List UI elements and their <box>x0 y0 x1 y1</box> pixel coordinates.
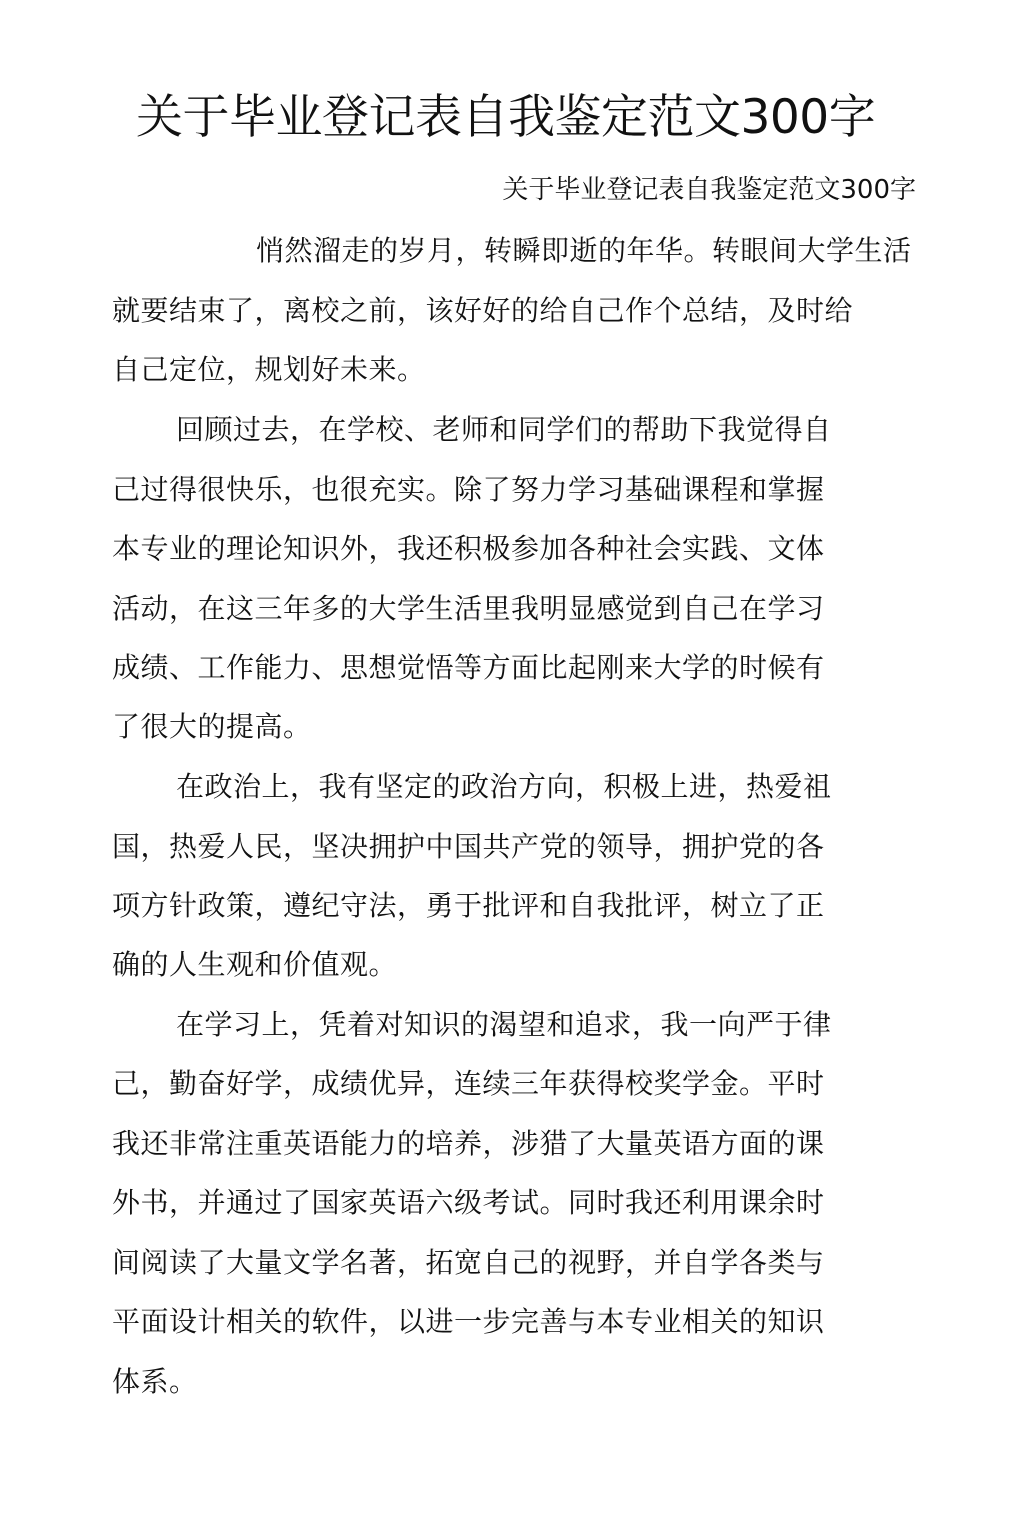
paragraph-3-line-4: 确的人生观和价值观。 <box>112 948 398 981</box>
paragraph-4-line-4: 外书，并通过了国家英语六级考试。同时我还利用课余时 <box>112 1186 825 1219</box>
paragraph-2-line-5: 成绩、工作能力、思想觉悟等方面比起刚来大学的时候有 <box>112 651 825 684</box>
paragraph-3-line-1: 在政治上，我有坚定的政治方向，积极上进，热爱祖 <box>176 770 832 803</box>
paragraph-4-line-2: 己，勤奋好学，成绩优异，连续三年获得校奖学金。平时 <box>112 1067 825 1100</box>
document-title: 关于毕业登记表自我鉴定范文300字 <box>136 90 876 145</box>
paragraph-1-line-3: 自己定位，规划好未来。 <box>112 353 426 386</box>
paragraph-2-line-3: 本专业的理论知识外，我还积极参加各种社会实践、文体 <box>112 532 825 565</box>
paragraph-4-line-5: 间阅读了大量文学名著，拓宽自己的视野，并自学各类与 <box>112 1246 825 1279</box>
paragraph-4-line-6: 平面设计相关的软件，以进一步完善与本专业相关的知识 <box>112 1305 825 1338</box>
paragraph-2-line-4: 活动，在这三年多的大学生活里我明显感觉到自己在学习 <box>112 592 825 625</box>
paragraph-2-line-2: 己过得很快乐，也很充实。除了努力学习基础课程和掌握 <box>112 473 825 506</box>
paragraph-1-line-2: 就要结束了，离校之前，该好好的给自己作个总结，及时给 <box>112 294 854 327</box>
document-subtitle: 关于毕业登记表自我鉴定范文300字 <box>502 175 916 205</box>
paragraph-4-line-7: 体系。 <box>112 1365 198 1398</box>
paragraph-2-line-1: 回顾过去，在学校、老师和同学们的帮助下我觉得自 <box>176 413 832 446</box>
paragraph-4-line-1: 在学习上，凭着对知识的渴望和追求，我一向严于律 <box>176 1008 832 1041</box>
paragraph-3-line-2: 国，热爱人民，坚决拥护中国共产党的领导，拥护党的各 <box>112 830 825 863</box>
paragraph-1-line-1: 悄然溜走的岁月，转瞬即逝的年华。转眼间大学生活 <box>256 234 912 267</box>
paragraph-4-line-3: 我还非常注重英语能力的培养，涉猎了大量英语方面的课 <box>112 1127 825 1160</box>
paragraph-2-line-6: 了很大的提高。 <box>112 710 312 743</box>
paragraph-3-line-3: 项方针政策，遵纪守法，勇于批评和自我批评，树立了正 <box>112 889 825 922</box>
